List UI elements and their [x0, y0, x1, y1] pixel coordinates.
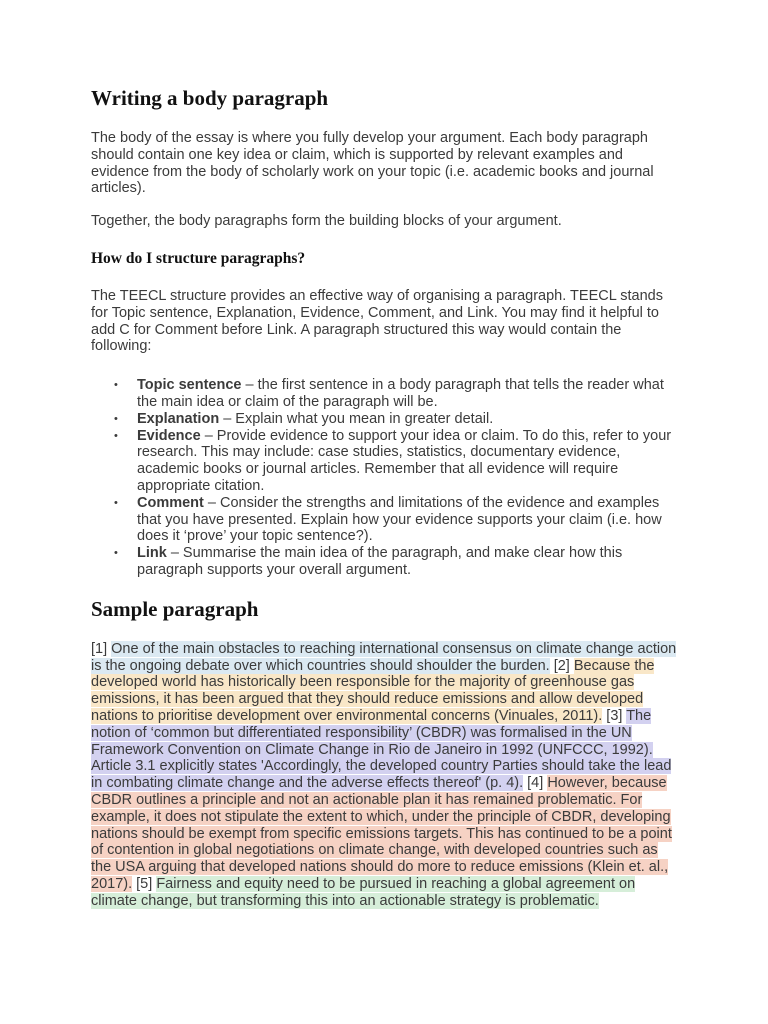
list-item-text: – Consider the strengths and limitations of the evidence and examples that you have presented. Explain how your evidence supports your claim (i.e. how does it ‘prove’ your topic sentence?).	[137, 494, 662, 545]
list-item-term: Evidence	[137, 427, 201, 444]
list-item	[114, 545, 677, 579]
sample-marker: [5]	[132, 875, 157, 892]
structure-heading: How do I structure paragraphs?	[91, 249, 306, 267]
structure-intro: The TEECL structure provides an effective way of organising a paragraph. TEECL stands for Topic sentence, Explanation, Evidence, Comment, and Link. You may find it helpful to add C for Comment before Link. A paragraph structured this way would contain the following:	[91, 287, 663, 355]
document-page	[91, 80, 677, 909]
list-item-term: Link	[137, 545, 167, 562]
sample-paragraph	[91, 641, 677, 910]
page-title: Writing a body paragraph	[91, 86, 329, 110]
list-item-text: – Explain what you mean in greater detail.	[219, 410, 494, 427]
list-item-term: Comment	[137, 494, 204, 511]
sample-heading: Sample paragraph	[91, 596, 259, 621]
list-item-text: – the first sentence in a body paragraph that tells the reader what the main idea or claim of the paragraph will be.	[137, 377, 664, 410]
list-item	[114, 427, 677, 495]
sample-sentence-topic: One of the main obstacles to reaching international consensus on climate change action is the ongoing debate over which countries should shoulder the burden.	[91, 640, 677, 674]
sample-sentence-link: Fairness and equity need to be pursued in reaching a global agreement on climate change, but transforming this into an actionable strategy is problematic.	[91, 875, 636, 909]
sample-sentence-comment: However, because CBDR outlines a principle and not an actionable plan it has remained problematic. For example, it does not stipulate the extent to which, under the principle of CBDR, developing nations should be exempt from specific emissions targets. This has continued to be a point of contention in global negotiations on climate change, with developed countries such as the USA arguing that developed nations should do more to reduce emissions (Klein et. al., 2017).	[91, 775, 672, 892]
sample-sentence-evidence: The notion of ‘common but differentiated responsibility’ (CBDR) was formalised in the UN Framework Convention on Climate Change in Rio de Janeiro in 1992 (UNFCCC, 1992). Article 3.1 explicitly states 'Accordingly, the developed country Parties should take the lead in combating climate change and the adverse effects thereof' (p. 4).	[91, 707, 672, 792]
list-item-term: Explanation	[137, 410, 220, 427]
list-item	[114, 410, 677, 428]
teecl-list	[91, 377, 677, 579]
list-item-term: Topic sentence	[137, 377, 242, 394]
list-item	[114, 377, 677, 411]
bullet-icon: •	[114, 429, 118, 442]
bullet-icon: •	[114, 379, 118, 392]
intro-paragraph: Together, the body paragraphs form the building blocks of your argument.	[91, 213, 562, 230]
list-item-text: – Provide evidence to support your idea or claim. To do this, refer to your research. This may include: case studies, statistics, documentary evidence, academic books or journal articles. Remember that all evidence will require appropriate citation.	[137, 427, 672, 494]
list-item-text: – Summarise the main idea of the paragraph, and make clear how this paragraph supports your overall argument.	[137, 545, 623, 578]
bullet-icon: •	[114, 496, 118, 509]
sample-marker: [1]	[91, 640, 112, 657]
bullet-icon: •	[114, 412, 118, 425]
sample-sentence-explanation: Because the developed world has historically been responsible for the majority of greenhouse gas emissions, it has been argued that they should reduce emissions and allow developed nations to prioritise development over environmental concerns (Vinuales, 2011).	[91, 657, 655, 724]
bullet-icon: •	[114, 547, 118, 560]
sample-marker: [2]	[549, 657, 574, 674]
sample-marker: [4]	[523, 775, 548, 792]
intro-paragraph: The body of the essay is where you fully develop your argument. Each body paragraph should contain one key idea or claim, which is supported by relevant examples and evidence from the body of scholarly work on your topic (i.e. academic books and journal articles).	[91, 130, 654, 197]
sample-marker: [3]	[602, 707, 627, 724]
list-item	[114, 494, 677, 545]
